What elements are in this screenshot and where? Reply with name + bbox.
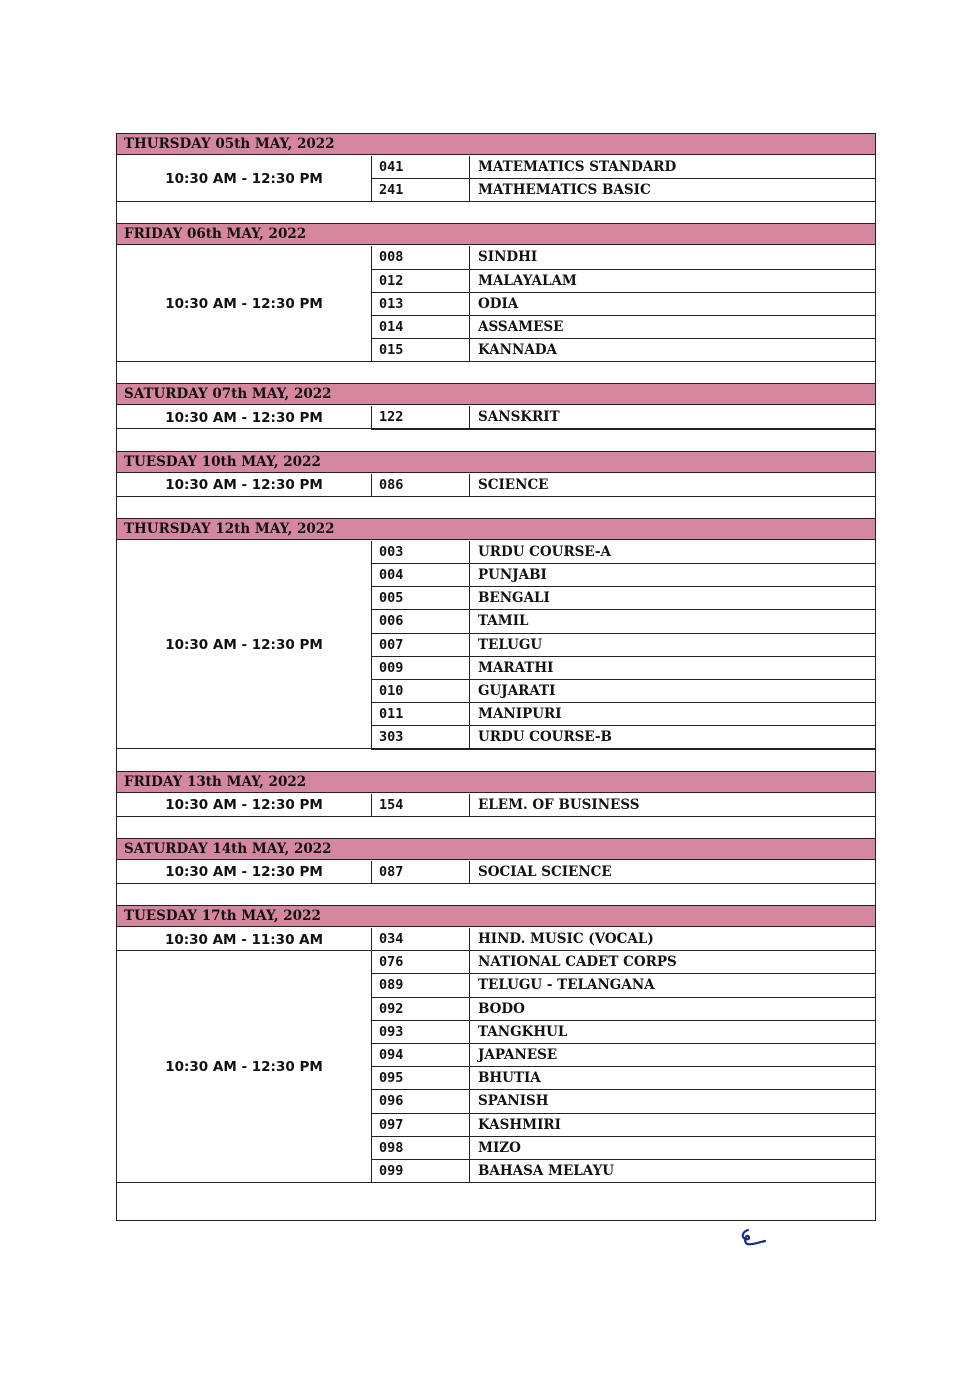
subject-name: URDU COURSE-A xyxy=(469,541,875,563)
spacer-row xyxy=(117,750,875,772)
subject-code: 086 xyxy=(379,476,404,493)
time-slot-block xyxy=(117,474,875,497)
subject-name: BAHASA MELAYU xyxy=(469,1160,875,1182)
subject-row xyxy=(372,610,875,633)
subject-code: 013 xyxy=(379,295,404,312)
subject-row xyxy=(372,564,875,587)
subject-row xyxy=(372,703,875,726)
subject-row xyxy=(372,541,875,564)
subject-name: KANNADA xyxy=(469,339,875,361)
block-divider xyxy=(117,1182,875,1183)
subject-code: 089 xyxy=(379,977,404,994)
subject-code: 012 xyxy=(379,272,404,289)
spacer-row xyxy=(117,362,875,384)
subject-code: 094 xyxy=(379,1046,404,1063)
date-header: TUESDAY 10th MAY, 2022 xyxy=(117,452,875,473)
time-slot-block xyxy=(117,156,875,202)
subject-name: TELUGU - TELANGANA xyxy=(469,974,875,996)
subject-name: MANIPURI xyxy=(469,703,875,725)
subject-row xyxy=(372,339,875,362)
time-slot-block xyxy=(117,951,875,1183)
subject-name: URDU COURSE-B xyxy=(469,726,875,748)
subject-row xyxy=(372,861,875,884)
subject-row xyxy=(372,179,875,202)
subject-code: 099 xyxy=(379,1162,404,1179)
subject-row xyxy=(372,474,875,497)
subject-row xyxy=(372,1021,875,1044)
spacer-row xyxy=(117,884,875,906)
subject-row xyxy=(372,726,875,749)
subject-code: 095 xyxy=(379,1070,404,1087)
subject-name: TANGKHUL xyxy=(469,1021,875,1043)
subject-code: 007 xyxy=(379,636,404,653)
time-slot: 10:30 AM - 12:30 PM xyxy=(117,474,372,497)
time-slot: 10:30 AM - 12:30 PM xyxy=(117,951,372,1183)
subject-code: 006 xyxy=(379,613,404,630)
subject-row xyxy=(372,1067,875,1090)
date-header: SATURDAY 07th MAY, 2022 xyxy=(117,384,875,405)
subject-code: 097 xyxy=(379,1116,404,1133)
time-slot-block xyxy=(117,928,875,951)
subject-code: 008 xyxy=(379,249,404,266)
time-slot-block xyxy=(117,246,875,362)
spacer-row xyxy=(117,817,875,839)
subject-code: 004 xyxy=(379,566,404,583)
subject-row xyxy=(372,634,875,657)
subject-name: TAMIL xyxy=(469,610,875,632)
time-slot: 10:30 AM - 12:30 PM xyxy=(117,794,372,817)
subject-name: BODO xyxy=(469,998,875,1020)
subject-row xyxy=(372,680,875,703)
time-slot-block xyxy=(117,541,875,750)
subject-code: 098 xyxy=(379,1139,404,1156)
subject-name: MATEMATICS STANDARD xyxy=(469,156,875,178)
subject-code: 014 xyxy=(379,318,404,335)
subject-code: 096 xyxy=(379,1093,404,1110)
subject-row xyxy=(372,406,875,429)
subject-code: 034 xyxy=(379,931,404,947)
subject-code: 087 xyxy=(379,863,404,880)
subject-name: MATHEMATICS BASIC xyxy=(469,179,875,201)
subject-code: 076 xyxy=(379,954,404,971)
time-slot: 10:30 AM - 12:30 PM xyxy=(117,156,372,202)
subject-row xyxy=(372,316,875,339)
subject-code: 154 xyxy=(379,796,404,813)
subject-name: SOCIAL SCIENCE xyxy=(469,861,875,883)
subject-code: 122 xyxy=(379,409,404,426)
subject-row xyxy=(372,270,875,293)
time-slot-block xyxy=(117,406,875,429)
subject-row xyxy=(372,1044,875,1067)
subject-code: 005 xyxy=(379,590,404,607)
subject-code: 241 xyxy=(379,182,404,199)
subject-code: 003 xyxy=(379,543,404,560)
subject-code: 303 xyxy=(379,729,404,746)
subject-name: ELEM. OF BUSINESS xyxy=(469,794,875,816)
subject-name: SANSKRIT xyxy=(469,406,875,428)
subject-code: 041 xyxy=(379,159,404,175)
subject-row xyxy=(372,974,875,997)
spacer-row xyxy=(117,497,875,519)
date-header: TUESDAY 17th MAY, 2022 xyxy=(117,906,875,927)
subject-name: PUNJABI xyxy=(469,564,875,586)
subject-code: 010 xyxy=(379,682,404,699)
subject-name: SCIENCE xyxy=(469,474,875,496)
subject-name: BHUTIA xyxy=(469,1067,875,1089)
time-slot: 10:30 AM - 12:30 PM xyxy=(117,541,372,750)
subject-name: JAPANESE xyxy=(469,1044,875,1066)
time-slot-block xyxy=(117,861,875,884)
subject-code: 009 xyxy=(379,659,404,676)
subject-name: ASSAMESE xyxy=(469,316,875,338)
spacer-row xyxy=(117,202,875,224)
subject-name: MIZO xyxy=(469,1137,875,1159)
subject-row xyxy=(372,951,875,974)
date-header: THURSDAY 05th MAY, 2022 xyxy=(117,134,875,155)
subject-code: 011 xyxy=(379,706,404,723)
subject-row xyxy=(372,1160,875,1183)
date-header: FRIDAY 13th MAY, 2022 xyxy=(117,772,875,793)
subject-name: NATIONAL CADET CORPS xyxy=(469,951,875,973)
time-slot: 10:30 AM - 12:30 PM xyxy=(117,246,372,362)
subject-code: 092 xyxy=(379,1000,404,1017)
time-slot: 10:30 AM - 12:30 PM xyxy=(117,406,372,429)
subject-row xyxy=(372,246,875,269)
subject-name: GUJARATI xyxy=(469,680,875,702)
time-slot: 10:30 AM - 12:30 PM xyxy=(117,861,372,884)
date-header: THURSDAY 12th MAY, 2022 xyxy=(117,519,875,540)
date-header: FRIDAY 06th MAY, 2022 xyxy=(117,224,875,245)
time-slot-block xyxy=(117,794,875,817)
subject-row xyxy=(372,587,875,610)
subject-name: MALAYALAM xyxy=(469,270,875,292)
subject-name: TELUGU xyxy=(469,634,875,656)
subject-row xyxy=(372,928,875,951)
subject-row xyxy=(372,156,875,179)
subject-row xyxy=(372,293,875,316)
subject-row xyxy=(372,794,875,817)
subject-row xyxy=(372,1090,875,1113)
signature-mark xyxy=(738,1226,768,1248)
subject-name: SPANISH xyxy=(469,1090,875,1112)
spacer-row xyxy=(117,430,875,452)
subject-code: 093 xyxy=(379,1023,404,1040)
subject-name: SINDHI xyxy=(469,246,875,268)
exam-schedule-table xyxy=(116,133,876,1221)
subject-name: BENGALI xyxy=(469,587,875,609)
subject-row xyxy=(372,657,875,680)
subject-name: HIND. MUSIC (VOCAL) xyxy=(469,928,875,950)
subject-name: ODIA xyxy=(469,293,875,315)
subject-name: KASHMIRI xyxy=(469,1114,875,1136)
subject-name: MARATHI xyxy=(469,657,875,679)
subject-row xyxy=(372,1114,875,1137)
subject-row xyxy=(372,1137,875,1160)
subject-row xyxy=(372,998,875,1021)
subject-code: 015 xyxy=(379,342,404,359)
date-header: SATURDAY 14th MAY, 2022 xyxy=(117,839,875,860)
time-slot: 10:30 AM - 11:30 AM xyxy=(117,928,372,951)
